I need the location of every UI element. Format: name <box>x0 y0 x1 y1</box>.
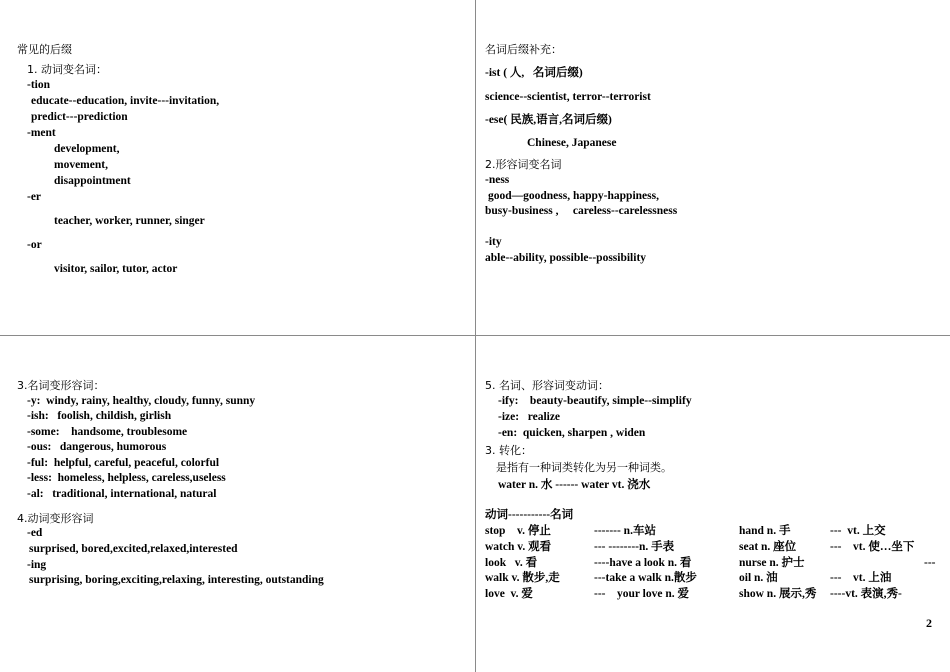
q2-line: -ity <box>485 236 502 248</box>
q3-heading-2: 4.动词变形容词 <box>17 512 94 525</box>
table-cell: seat n. 座位 <box>739 541 797 553</box>
q3-heading: 3.名词变形容词： <box>17 379 105 392</box>
table-cell: watch v. 观看 <box>485 541 552 553</box>
q1-line: teacher, worker, runner, singer <box>54 215 205 227</box>
q2-line: busy-business , careless--carelessness <box>485 205 678 217</box>
table-cell: hand n. 手 <box>739 525 791 537</box>
q3-line: -ish: foolish, childish, girlish <box>27 410 172 422</box>
q1-title: 常见的后缀 <box>17 43 72 56</box>
q1-line: predict---prediction <box>31 111 128 123</box>
q2-line: good—goodness, happy-happiness, <box>488 190 659 202</box>
q2-title: 名词后缀补充： <box>485 43 562 56</box>
table-cell: --- vt. 上油 <box>830 572 892 584</box>
q3-line: -ful: helpful, careful, peaceful, colorful <box>27 457 220 469</box>
q3-line: surprised, bored,excited,relaxed,interested <box>29 543 238 555</box>
table-cell: stop v. 停止 <box>485 525 551 537</box>
q1-line: -ment <box>27 127 56 139</box>
table-cell: show n. 展示,秀 <box>739 588 817 600</box>
q2-line: -ness <box>485 174 510 186</box>
q1-line: -or <box>27 239 42 251</box>
table-cell: ------- n.车站 <box>594 525 656 537</box>
q2-line: able--ability, possible--possibility <box>485 252 647 264</box>
q4-line: -en: quicken, sharpen , widen <box>498 427 646 439</box>
q4-water-example: water n. 水 ------ water vt. 浇水 <box>498 479 651 491</box>
vertical-divider <box>475 0 476 672</box>
q3-line: -some: handsome, troublesome <box>27 426 188 438</box>
q2-ist <box>485 66 583 81</box>
q3-line: -ing <box>27 559 47 571</box>
table-cell: nurse n. 护士 <box>739 557 805 569</box>
table-cell: --- your love n. 爱 <box>594 588 689 600</box>
q2-ese-example: Chinese, Japanese <box>527 137 617 149</box>
q4-line: -ify: beauty-beautify, simple--simplify <box>498 395 692 407</box>
q1-line: disappointment <box>54 175 131 187</box>
table-cell: ----vt. 表演,秀- <box>830 588 902 600</box>
table-cell: --- --------n. 手表 <box>594 541 675 553</box>
q3-line: -al: traditional, international, natural <box>27 488 217 500</box>
q4-line: -ize: realize <box>498 411 561 423</box>
table-cell: look v. 看 <box>485 557 538 569</box>
table-cell: walk v. 散步,走 <box>485 572 560 584</box>
q1-line: development, <box>54 143 120 155</box>
table-cell: oil n. 油 <box>739 572 778 584</box>
q4-heading-2: 3. 转化： <box>485 444 532 457</box>
horizontal-divider <box>0 335 950 336</box>
table-cell: ----have a look n. 看 <box>594 557 692 569</box>
q1-line: -tion <box>27 79 50 91</box>
q1-line: -er <box>27 191 42 203</box>
q1-line: educate--education, invite---invitation, <box>31 95 220 107</box>
q3-line: -ous: dangerous, humorous <box>27 441 167 453</box>
q3-line: -y: windy, rainy, healthy, cloudy, funny, sunny <box>27 395 256 407</box>
q2-heading: 2.形容词变名词 <box>485 158 562 171</box>
q1-line: visitor, sailor, tutor, actor <box>54 263 178 275</box>
q4-table-header: 动词-----------名词 <box>485 509 574 521</box>
q4-description: 是指有一种词类转化为另一种词类。 <box>496 461 672 474</box>
table-cell: --- <box>924 557 936 569</box>
page-number: 2 <box>926 616 932 630</box>
q2-ese: -ese( 民族,语言,名词后缀) <box>485 114 612 126</box>
table-cell: love v. 爱 <box>485 588 533 600</box>
table-cell: --- vt. 使…坐下 <box>830 541 915 553</box>
table-cell: ---take a walk n.散步 <box>594 572 697 584</box>
q1-heading: 1. 动词变名词： <box>27 63 107 76</box>
q2-ist-example: science--scientist, terror--terrorist <box>485 91 651 103</box>
q3-line: -less: homeless, helpless, careless,useless <box>27 472 226 484</box>
table-cell: --- vt. 上交 <box>830 525 886 537</box>
q4-heading: 5. 名词、形容词变动词： <box>485 379 609 392</box>
q3-line: -ed <box>27 527 43 539</box>
q1-line: movement, <box>54 159 108 171</box>
q2-ist-text: -ist ( 人, 名词后缀) <box>485 67 583 79</box>
q3-line: surprising, boring,exciting,relaxing, interesting, outstanding <box>29 574 324 586</box>
